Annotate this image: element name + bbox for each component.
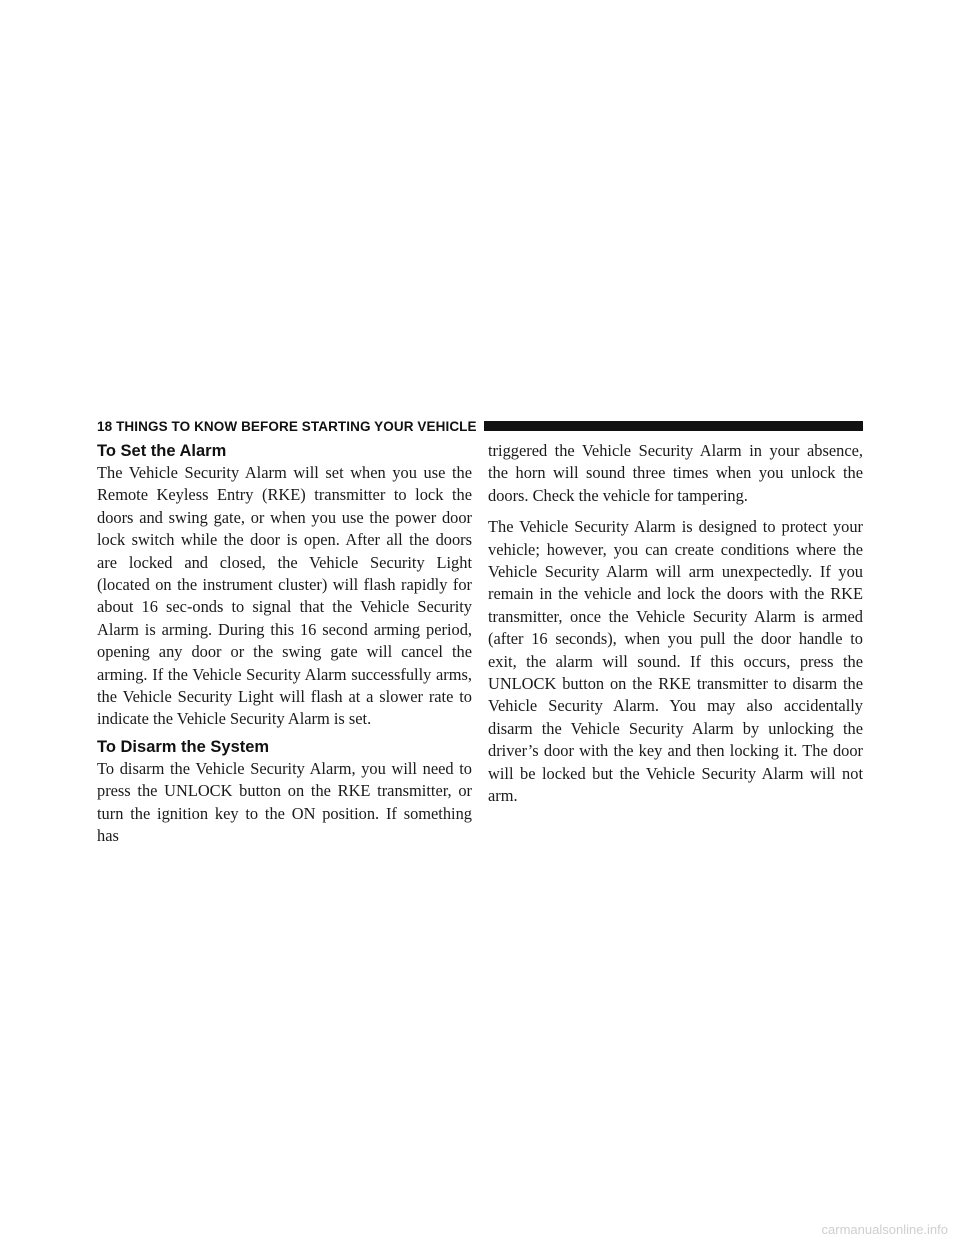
section-heading-disarm: To Disarm the System: [97, 737, 270, 756]
paragraph-unexpected-arming: The Vehicle Security Alarm is designed to protect your vehicle; however, you can create conditions where the Vehicle Security Alarm will arm unexpectedly. If you remain in the vehicle and lock the doors with the RKE transmitter, once the Vehicle Security Alarm is armed (after 16 seconds), when you pull the door handle to exit, the alarm will sound. If this occurs, press the UNLOCK button on the RKE transmitter to disarm the Vehicle Security Alarm. You may also accidentally disarm the Vehicle Security Alarm by unlocking the driver’s door with the key and then locking it. The door will be locked but the Vehicle Security Alarm will not arm.: [488, 517, 863, 806]
header-rule-bar: [484, 421, 863, 431]
watermark: carmanualsonline.info: [821, 1222, 948, 1237]
right-column: [488, 440, 863, 808]
paragraph-set-alarm: The Vehicle Security Alarm will set when you use the Remote Keyless Entry (RKE) transmitter to lock the doors and swing gate, or when you use the power door lock switch while the door is open. After all the doors are locked and closed, the Vehicle Security Light (located on the instrument cluster) will flash rapidly for about 16 sec-onds to signal that the Vehicle Security Alarm is arming. During this 16 second arming period, opening any door or the swing gate will cancel the arming. If the Vehicle Security Alarm successfully arms, the Vehicle Security Light will flash at a slower rate to indicate the Vehicle Security Alarm is set.: [97, 463, 472, 729]
paragraph-disarm-continued: triggered the Vehicle Security Alarm in your absence, the horn will sound three times when you unlock the doors. Check the vehicle for tampering.: [488, 441, 863, 505]
paragraph-disarm: To disarm the Vehicle Security Alarm, you will need to press the UNLOCK button on the RKE transmitter, or turn the ignition key to the ON position. If something has: [97, 758, 472, 846]
page-header: [97, 418, 863, 434]
section-heading-set-alarm: To Set the Alarm: [97, 442, 227, 460]
left-column: [97, 440, 472, 848]
page-header-text: 18 THINGS TO KNOW BEFORE STARTING YOUR VEHICLE: [97, 418, 477, 434]
